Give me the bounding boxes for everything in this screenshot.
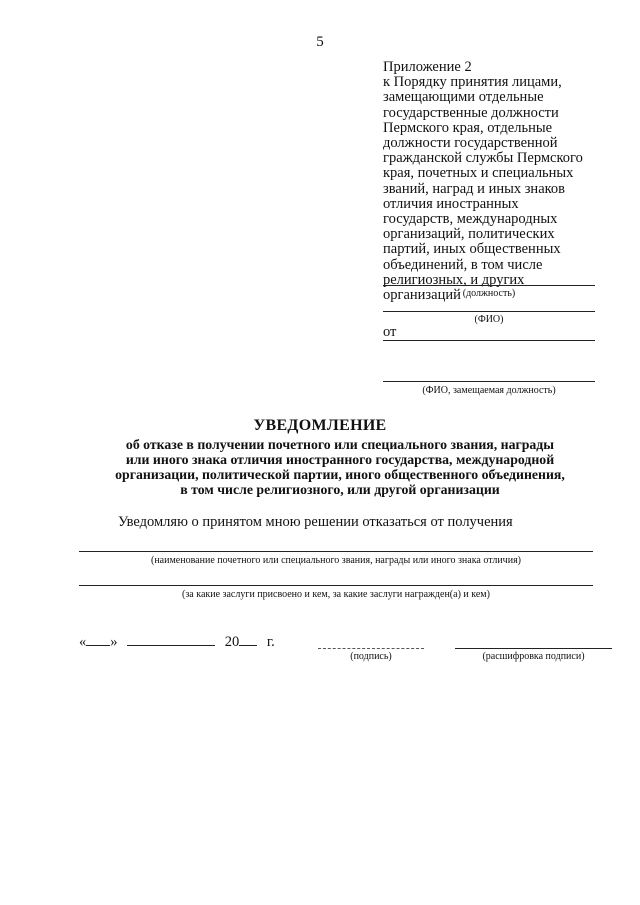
subtitle-line: в том числе религиозного, или другой организации <box>180 482 500 497</box>
name-caption: (ФИО) <box>474 314 504 325</box>
merit-caption: (за какие заслуги присвоено и кем, за какие заслуги награжден(а) и кем) <box>182 589 490 600</box>
award-field-line[interactable] <box>79 551 593 552</box>
quote-open: « <box>79 634 87 650</box>
appendix-line: гражданской службы Пермского <box>383 150 583 167</box>
subtitle-line: организации, политической партии, иного общественного объединения, <box>115 467 565 482</box>
notice-title: УВЕДОМЛЕНИЕ <box>253 417 387 434</box>
signature-caption: (подпись) <box>350 651 392 662</box>
appendix-line: объединений, в том числе <box>383 256 543 273</box>
from-label: от <box>383 324 397 340</box>
appendix-line: должности государственной <box>383 135 558 152</box>
appendix-line: к Порядку принятия лицами, <box>383 74 562 91</box>
page-number: 5 <box>316 34 324 50</box>
notice-body: Уведомляю о принятом мною решении отказаться от получения <box>118 514 513 530</box>
notice-subtitle <box>80 437 600 497</box>
sender-field-line-1[interactable] <box>383 340 595 341</box>
appendix-line: государств, международных <box>383 211 558 228</box>
appendix-line: края, почетных и специальных <box>383 165 574 182</box>
subtitle-line: или иного знака отличия иностранного государства, международной <box>125 452 555 467</box>
year-prefix: 20 <box>224 634 240 650</box>
sender-field-line-2[interactable] <box>383 381 595 382</box>
signature-decoding-caption: (расшифровка подписи) <box>482 651 585 662</box>
year-field[interactable] <box>239 633 257 646</box>
position-field-line[interactable] <box>383 285 595 286</box>
award-caption: (наименование почетного или специального звания, награды или иного знака отличия) <box>151 555 521 566</box>
appendix-line: званий, наград и иных знаков <box>383 180 566 197</box>
subtitle-line: об отказе в получении почетного или специального звания, награды <box>125 437 555 452</box>
signature-line[interactable] <box>318 648 424 649</box>
merit-field-line[interactable] <box>79 585 593 586</box>
name-field-line[interactable] <box>383 311 595 312</box>
appendix-line: государственные должности <box>383 104 559 121</box>
year-suffix: г. <box>266 634 275 650</box>
sender-caption: (ФИО, замещаемая должность) <box>422 385 556 396</box>
appendix-line: религиозных, и других <box>383 271 525 288</box>
appendix-line: партий, иных общественных <box>383 241 561 258</box>
position-caption: (должность) <box>462 288 516 299</box>
appendix-line: организаций, политических <box>383 226 555 243</box>
day-field[interactable] <box>86 633 110 646</box>
quote-close: » <box>110 634 118 650</box>
appendix-header <box>383 60 618 303</box>
signature-decoding-line[interactable] <box>455 648 612 649</box>
appendix-line: организаций <box>383 287 461 304</box>
appendix-line: замещающими отдельные <box>383 89 544 106</box>
appendix-line: Приложение 2 <box>383 59 472 75</box>
appendix-line: Пермского края, отдельные <box>383 119 553 136</box>
appendix-line: отличия иностранных <box>383 195 519 212</box>
month-field[interactable] <box>127 633 215 646</box>
date-row <box>79 633 275 651</box>
